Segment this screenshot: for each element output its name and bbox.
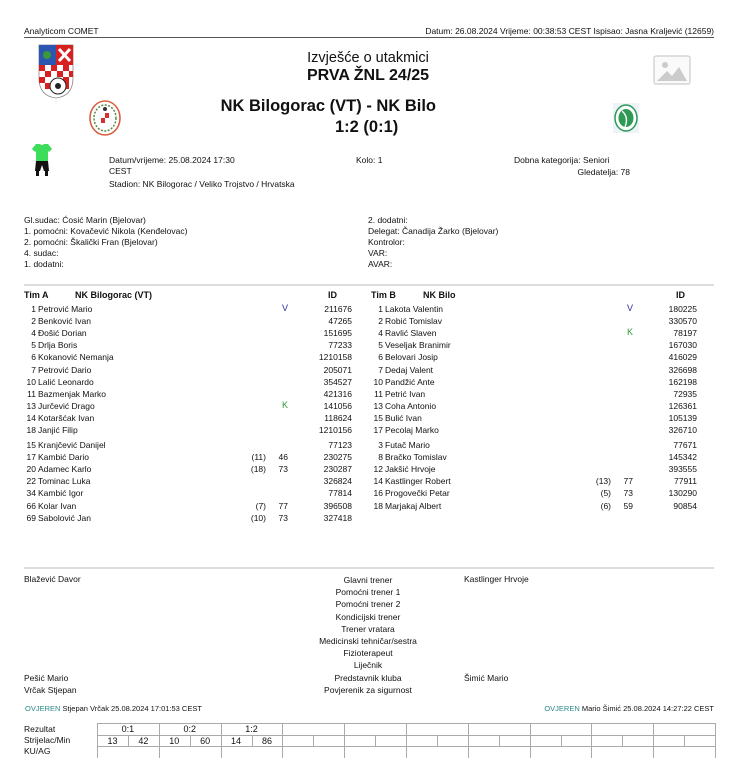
player-row bbox=[369, 328, 697, 339]
goalkeeper-mark: V bbox=[282, 303, 289, 313]
report-title: Izvješće o utakmici bbox=[307, 50, 429, 66]
player-name: Kastlinger Robert bbox=[385, 476, 451, 487]
goals-labels bbox=[24, 724, 70, 757]
player-id: 421316 bbox=[323, 388, 352, 399]
role-assistant-coach-2: Pomoćni trener 2 bbox=[335, 599, 401, 610]
player-name: Kranjčević Danijel bbox=[38, 440, 106, 450]
match-round: Kolo: 1 bbox=[356, 155, 383, 165]
app-name: Analyticom COMET bbox=[24, 26, 99, 36]
verification-right bbox=[544, 704, 714, 713]
player-number: 10 bbox=[26, 376, 36, 387]
player-row bbox=[369, 352, 697, 363]
player-row bbox=[22, 488, 352, 499]
verified-by: Stjepan Vrčak 25.08.2024 17:01:53 CEST bbox=[62, 704, 202, 713]
role-goalkeeper-coach: Trener vratara bbox=[341, 623, 395, 634]
label-ku-ag: KU/AG bbox=[24, 746, 51, 756]
grid-line bbox=[313, 735, 314, 747]
player-row bbox=[369, 413, 697, 424]
grid-line bbox=[375, 735, 376, 747]
substituted-for: (10) bbox=[250, 512, 266, 523]
official-var: VAR: bbox=[368, 248, 388, 258]
player-number: 18 bbox=[26, 425, 36, 435]
player-row bbox=[22, 352, 352, 363]
verified-by: Mario Šimić 25.08.2024 14:27:22 CEST bbox=[581, 704, 714, 713]
grid-line bbox=[437, 735, 438, 747]
staff-roles bbox=[230, 574, 509, 696]
player-name: Dedaj Valent bbox=[385, 364, 434, 375]
player-row bbox=[369, 365, 697, 376]
player-row bbox=[369, 464, 697, 475]
verification-left bbox=[25, 704, 202, 713]
player-name: Petrić Ivan bbox=[385, 388, 426, 399]
player-number: 22 bbox=[26, 476, 36, 487]
player-name: Drlja Boris bbox=[38, 340, 78, 351]
team-b-id-header: ID bbox=[676, 290, 685, 300]
official-controller: Kontrolor: bbox=[368, 237, 405, 247]
player-id: 77671 bbox=[673, 440, 697, 450]
official-main-referee: Gl.sudac: Ćosić Marin (Bjelovar) bbox=[24, 215, 146, 225]
player-id: 90854 bbox=[673, 500, 697, 511]
role-fitness-coach: Kondicijski trener bbox=[335, 611, 401, 622]
substitution-minute: 77 bbox=[623, 476, 633, 487]
goal-scorer: 14 bbox=[231, 735, 242, 746]
player-number: 2 bbox=[31, 316, 36, 327]
grid-line bbox=[282, 723, 283, 758]
player-name: Benković Ivan bbox=[38, 316, 91, 327]
label-scorer-min: Strijelac/Min bbox=[24, 735, 71, 745]
player-name: Kokanović Nemanja bbox=[38, 352, 114, 363]
player-id: 327418 bbox=[323, 512, 352, 523]
player-id: 141056 bbox=[323, 400, 352, 411]
player-id: 77911 bbox=[673, 476, 697, 487]
substituted-for: (7) bbox=[255, 500, 266, 511]
player-number: 15 bbox=[26, 440, 36, 450]
player-number: 2 bbox=[378, 316, 383, 327]
captain-mark: K bbox=[627, 327, 634, 338]
team-a-security: Vrčak Stjepan bbox=[24, 685, 77, 695]
verified-status: OVJEREN bbox=[544, 704, 580, 713]
official-additional-1: 1. dodatni: bbox=[24, 259, 64, 269]
goals-grid bbox=[97, 723, 715, 758]
player-number: 4 bbox=[31, 328, 36, 339]
goal-minute: 42 bbox=[138, 735, 149, 746]
spectators: Gledatelja: 78 bbox=[577, 167, 630, 177]
goal-score: 1:2 bbox=[245, 724, 258, 734]
match-stadium: Stadion: NK Bilogorac / Veliko Trojstvo / Hrvatska bbox=[109, 179, 295, 189]
player-name: Robić Tomislav bbox=[385, 316, 443, 327]
player-name: Bulić Ivan bbox=[385, 412, 422, 423]
player-number: 66 bbox=[26, 500, 36, 511]
player-row bbox=[369, 316, 697, 327]
team-a-label: Tim A bbox=[24, 290, 49, 300]
player-id: 77233 bbox=[328, 340, 352, 351]
official-avar: AVAR: bbox=[368, 259, 393, 269]
player-id: 396508 bbox=[323, 500, 352, 511]
player-name: Futač Mario bbox=[385, 440, 430, 450]
role-physio: Fizioterapeut bbox=[343, 648, 393, 659]
player-name: Pandžić Ante bbox=[385, 376, 435, 387]
match-title: NK Bilogorac (VT) - NK Bilo bbox=[220, 97, 436, 115]
team-a-id-header: ID bbox=[328, 290, 337, 300]
player-row bbox=[369, 340, 697, 351]
official-fourth: 4. sudac: bbox=[24, 248, 59, 258]
team-a-head-coach: Blažević Davor bbox=[24, 574, 81, 584]
official-additional-2: 2. dodatni: bbox=[368, 215, 408, 225]
player-row bbox=[369, 377, 697, 388]
grid-line bbox=[622, 735, 623, 747]
player-name: Đošić Dorian bbox=[38, 328, 87, 339]
player-id: 105139 bbox=[668, 412, 697, 423]
player-number: 5 bbox=[31, 340, 36, 351]
role-assistant-coach-1: Pomoćni trener 1 bbox=[335, 587, 401, 598]
team-b-club-rep: Šimić Mario bbox=[464, 673, 509, 683]
role-head-coach: Glavni trener bbox=[343, 575, 393, 585]
player-number: 7 bbox=[378, 364, 383, 375]
match-timezone: CEST bbox=[109, 166, 132, 176]
player-number: 34 bbox=[26, 488, 36, 499]
player-row bbox=[22, 316, 352, 327]
substitution-minute: 59 bbox=[623, 500, 633, 511]
player-id: 126361 bbox=[668, 400, 697, 411]
player-id: 393555 bbox=[668, 464, 697, 475]
substitution-minute: 73 bbox=[623, 488, 633, 499]
player-id: 77814 bbox=[328, 488, 352, 499]
competition-name: PRVA ŽNL 24/25 bbox=[306, 67, 430, 84]
captain-mark: K bbox=[282, 399, 289, 410]
player-id: 167030 bbox=[668, 340, 697, 351]
grid-line bbox=[530, 723, 531, 758]
player-number: 1 bbox=[31, 304, 36, 314]
player-name: Veseljak Branimir bbox=[385, 340, 451, 351]
player-name: Lakota Valentin bbox=[385, 304, 443, 314]
player-id: 330570 bbox=[668, 316, 697, 327]
player-id: 118624 bbox=[324, 412, 352, 423]
substitution-minute: 46 bbox=[278, 452, 288, 463]
player-number: 13 bbox=[373, 400, 383, 411]
player-id: 326698 bbox=[668, 364, 697, 375]
player-name: Bračko Tomislav bbox=[385, 452, 447, 463]
player-name: Lalić Leonardo bbox=[38, 376, 94, 387]
team-b-head-coach: Kastlinger Hrvoje bbox=[464, 574, 529, 584]
player-row bbox=[22, 413, 352, 424]
substitution-minute: 73 bbox=[278, 464, 288, 475]
substituted-for: (5) bbox=[600, 488, 611, 499]
player-name: Ravlić Slaven bbox=[385, 328, 437, 339]
officials-left bbox=[24, 215, 187, 270]
player-name: Kotaršćak Ivan bbox=[38, 412, 95, 423]
player-number: 7 bbox=[31, 364, 36, 375]
player-id: 326710 bbox=[668, 425, 697, 435]
substituted-for: (18) bbox=[250, 464, 266, 475]
player-name: Adamec Karlo bbox=[38, 464, 92, 475]
player-id: 162198 bbox=[668, 376, 697, 387]
player-number: 11 bbox=[27, 388, 36, 399]
player-name: Progovečki Petar bbox=[385, 488, 450, 499]
print-info: Datum: 26.08.2024 Vrijeme: 00:38:53 CEST Ispisao: Jasna Kraljević (12659) bbox=[425, 26, 714, 36]
top-bar bbox=[24, 26, 714, 38]
player-name: Tominac Luka bbox=[38, 476, 91, 487]
player-row bbox=[22, 340, 352, 351]
player-number: 11 bbox=[374, 388, 383, 399]
age-category: Dobna kategorija: Seniori bbox=[514, 155, 610, 165]
away-club-logo-icon bbox=[613, 103, 639, 135]
player-row bbox=[369, 304, 697, 315]
player-number: 17 bbox=[26, 452, 36, 463]
player-row bbox=[22, 328, 352, 339]
player-id: 47265 bbox=[328, 316, 352, 327]
official-assistant-2: 2. pomoćni: Škalički Fran (Bjelovar) bbox=[24, 237, 158, 247]
player-number: 5 bbox=[378, 340, 383, 351]
player-name: Jurčević Drago bbox=[38, 400, 95, 411]
player-id: 130290 bbox=[668, 488, 697, 499]
player-number: 16 bbox=[373, 488, 383, 499]
match-score: 1:2 (0:1) bbox=[335, 118, 399, 136]
player-id: 211676 bbox=[324, 304, 352, 314]
player-row bbox=[22, 377, 352, 388]
player-id: 354527 bbox=[323, 376, 352, 387]
official-assistant-1: 1. pomoćni: Kovačević Nikola (Kenđelovac) bbox=[24, 226, 188, 236]
player-name: Marjakaj Albert bbox=[385, 500, 442, 511]
goal-scorer: 13 bbox=[107, 735, 118, 746]
player-number: 20 bbox=[26, 464, 36, 475]
player-id: 145342 bbox=[668, 452, 697, 463]
grid-line bbox=[344, 723, 345, 758]
player-id: 78197 bbox=[673, 328, 697, 339]
player-row bbox=[369, 501, 697, 512]
grid-line bbox=[684, 735, 685, 747]
grid-line bbox=[591, 723, 592, 758]
player-row bbox=[369, 452, 697, 463]
player-id: 230275 bbox=[323, 452, 352, 463]
goal-scorer: 10 bbox=[169, 735, 180, 746]
match-datetime: Datum/vrijeme: 25.08.2024 17:30 bbox=[109, 155, 235, 165]
player-row bbox=[22, 501, 352, 512]
team-kit-icon bbox=[32, 143, 52, 179]
grid-line bbox=[715, 723, 716, 758]
substitution-minute: 77 bbox=[278, 500, 288, 511]
goal-minute: 86 bbox=[261, 735, 272, 746]
player-row bbox=[369, 440, 697, 451]
player-name: Sabolović Jan bbox=[38, 512, 91, 523]
player-id: 230287 bbox=[323, 464, 352, 475]
player-number: 4 bbox=[378, 328, 383, 339]
player-row bbox=[369, 488, 697, 499]
player-id: 416029 bbox=[668, 352, 697, 363]
player-row bbox=[369, 476, 697, 487]
player-number: 6 bbox=[31, 352, 36, 363]
player-row bbox=[22, 464, 352, 475]
player-number: 15 bbox=[373, 412, 383, 423]
player-row bbox=[22, 389, 352, 400]
goal-minute: 60 bbox=[200, 735, 211, 746]
player-row bbox=[369, 389, 697, 400]
player-number: 14 bbox=[373, 476, 383, 487]
substitution-minute: 73 bbox=[278, 512, 288, 523]
player-row bbox=[22, 513, 352, 524]
team-a-club-rep: Pešić Mario bbox=[24, 673, 69, 683]
grid-line bbox=[653, 723, 654, 758]
verified-status: OVJEREN bbox=[25, 704, 61, 713]
player-number: 8 bbox=[378, 452, 383, 463]
player-row bbox=[22, 476, 352, 487]
role-doctor: Liječnik bbox=[353, 660, 383, 671]
player-number: 1 bbox=[378, 304, 383, 314]
image-placeholder-icon bbox=[653, 55, 691, 87]
player-name: Bazmenjak Marko bbox=[38, 388, 107, 399]
player-row bbox=[22, 304, 352, 315]
grid-line bbox=[406, 723, 407, 758]
player-id: 180225 bbox=[668, 304, 697, 314]
player-number: 10 bbox=[373, 376, 383, 387]
label-result: Rezultat bbox=[24, 724, 56, 734]
player-name: Petrović Mario bbox=[38, 304, 93, 314]
goal-score: 0:2 bbox=[183, 724, 196, 734]
substituted-for: (13) bbox=[595, 476, 611, 487]
player-id: 1210158 bbox=[318, 352, 352, 363]
player-number: 13 bbox=[26, 400, 36, 411]
player-row bbox=[369, 401, 697, 412]
player-row bbox=[22, 401, 352, 412]
player-name: Belovari Josip bbox=[385, 352, 438, 363]
role-security: Povjerenik za sigurnost bbox=[324, 684, 412, 695]
player-id: 326824 bbox=[323, 476, 352, 487]
player-number: 18 bbox=[373, 500, 383, 511]
player-name: Kambić Igor bbox=[38, 488, 84, 499]
player-id: 205071 bbox=[323, 364, 352, 375]
grid-line bbox=[499, 735, 500, 747]
player-row bbox=[22, 440, 352, 451]
team-a-name: NK Bilogorac (VT) bbox=[75, 290, 153, 300]
player-row bbox=[22, 425, 352, 436]
player-id: 72935 bbox=[673, 388, 697, 399]
goalkeeper-mark: V bbox=[627, 303, 634, 313]
role-medical-tech: Medicinski tehničar/sestra bbox=[319, 636, 417, 647]
official-delegate: Delegat: Čanadija Žarko (Bjelovar) bbox=[368, 226, 499, 236]
player-number: 17 bbox=[373, 425, 383, 435]
goal-score: 0:1 bbox=[121, 724, 135, 734]
player-name: Kambić Dario bbox=[38, 452, 90, 463]
player-number: 69 bbox=[26, 512, 36, 523]
player-name: Kolar Ivan bbox=[38, 500, 77, 511]
divider bbox=[24, 284, 714, 286]
player-name: Pecolaj Marko bbox=[385, 425, 439, 435]
officials-right bbox=[368, 215, 498, 270]
player-row bbox=[22, 365, 352, 376]
player-name: Coha Antonio bbox=[385, 400, 437, 411]
player-row bbox=[369, 425, 697, 436]
player-row bbox=[22, 452, 352, 463]
player-id: 1210156 bbox=[318, 425, 352, 435]
substituted-for: (11) bbox=[251, 452, 266, 463]
divider bbox=[24, 567, 714, 569]
player-number: 14 bbox=[26, 412, 36, 423]
player-name: Petrović Dario bbox=[38, 364, 92, 375]
player-number: 6 bbox=[378, 352, 383, 363]
grid-line bbox=[468, 723, 469, 758]
substituted-for: (6) bbox=[600, 500, 611, 511]
team-b-label: Tim B bbox=[371, 290, 396, 300]
grid-line bbox=[561, 735, 562, 747]
player-name: Janjić Filip bbox=[38, 425, 78, 435]
player-id: 77123 bbox=[328, 440, 352, 450]
role-club-rep: Predstavnik kluba bbox=[334, 672, 402, 683]
team-b-name: NK Bilo bbox=[423, 290, 456, 300]
player-id: 151695 bbox=[323, 328, 352, 339]
player-number: 3 bbox=[378, 440, 383, 450]
player-name: Jakšić Hrvoje bbox=[385, 464, 436, 475]
player-number: 12 bbox=[373, 464, 383, 475]
